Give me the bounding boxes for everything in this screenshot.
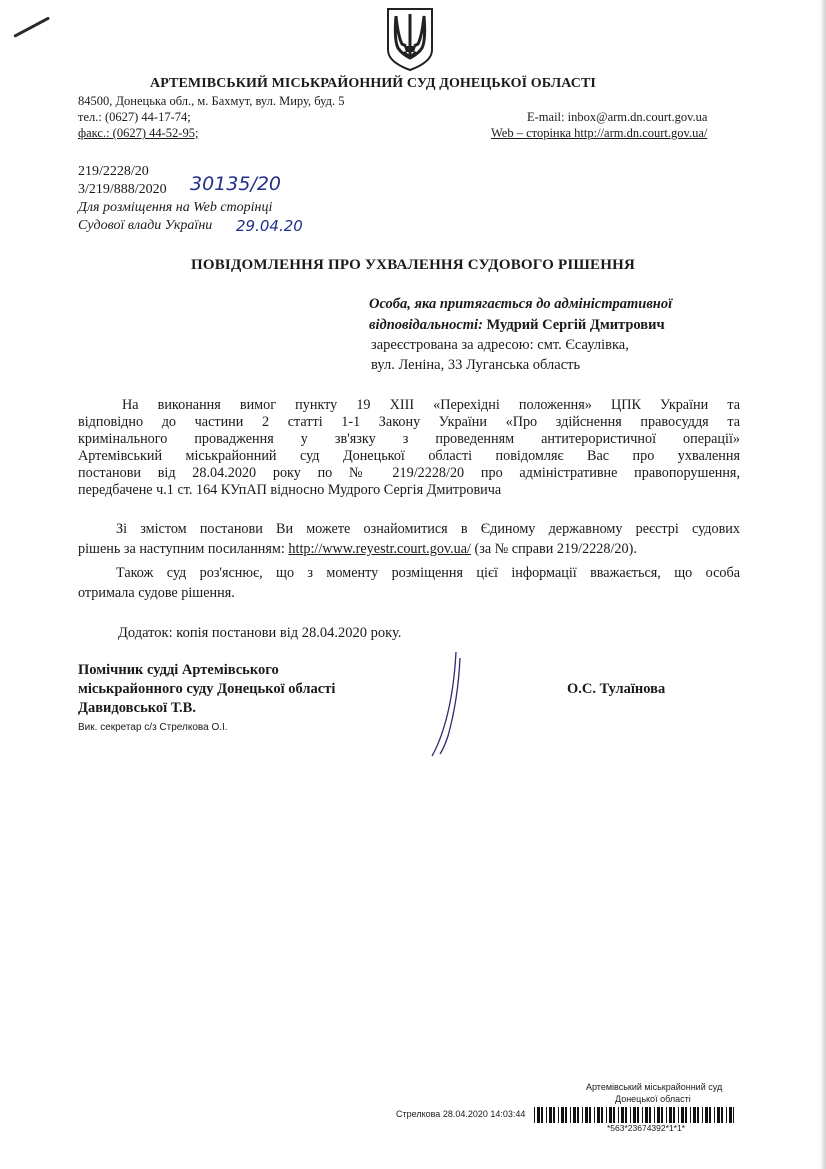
paragraph-3-line-2: отримала судове рішення.	[78, 585, 235, 601]
barcode	[534, 1107, 734, 1123]
signatory-position-1: Помічник судді Артемівського	[78, 662, 279, 678]
paragraph-1-line-2: відповідно до частини 2 статті 1-1 Закону України «Про здійснення правосуддя та	[78, 414, 740, 430]
executor-note: Вик. секретар с/з Стрелкова О.І.	[78, 722, 228, 733]
paragraph-2-line-2	[78, 539, 740, 559]
web-placement-note-1: Для розміщення на Web сторінці	[78, 200, 273, 215]
web-placement-note-2: Судової влади України	[78, 218, 213, 233]
document-title: ПОВІДОМЛЕННЯ ПРО УХВАЛЕННЯ СУДОВОГО РІШЕННЯ	[190, 257, 636, 273]
court-address: 84500, Донецька обл., м. Бахмут, вул. Миру, буд. 5	[78, 94, 345, 108]
recipient-address-2: вул. Леніна, 33 Луганська область	[371, 357, 581, 373]
court-name: АРТЕМІВСЬКИЙ МІСЬКРАЙОННИЙ СУД ДОНЕЦЬКОЇ ОБЛАСТІ	[150, 76, 596, 91]
paragraph-1-line-1: На виконання вимог пункту 19 XIII «Перехідні положення» ЦПК України та	[122, 397, 740, 413]
registry-link[interactable]: http://www.reyestr.court.gov.ua/	[288, 541, 471, 557]
scan-mark	[13, 16, 50, 37]
paragraph-2	[78, 519, 740, 559]
paragraph-1-line-3: кримінального провадження у зв'язку з проведенням антитерористичної операції»	[78, 431, 740, 447]
handwritten-date: 29.04.20	[236, 217, 303, 235]
signer-name: О.С. Тулаїнова	[567, 681, 666, 697]
stamp-org-1: Артемівський міськрайонний суд	[586, 1082, 723, 1092]
recipient-address-1: зареєстрована за адресою: смт. Єсаулівка,	[371, 337, 629, 353]
paragraph-1-line-4: Артемівський міськрайонний суд Донецької області повідомляє Вас про ухвалення	[78, 448, 740, 464]
handwritten-signature	[420, 650, 480, 760]
outgoing-number: 3/219/888/2020	[78, 182, 167, 197]
scan-edge	[820, 0, 826, 1169]
attachment-note	[118, 625, 618, 642]
paragraph-2-case-ref: (за № справи 219/2228/20).	[470, 541, 637, 557]
court-fax: факс.: (0627) 44-52-95;	[78, 126, 199, 140]
paragraph-1-line-6: передбачене ч.1 ст. 164 КУпАП відносно Мудрого Сергія Дмитровича	[78, 482, 502, 498]
court-website: Web – сторінка http://arm.dn.court.gov.ua/	[491, 126, 708, 140]
paragraph-1	[78, 397, 740, 499]
coat-of-arms-trident-icon	[384, 6, 436, 72]
recipient-label-line	[369, 317, 665, 334]
handwritten-reg-number: 30135/20	[190, 173, 282, 195]
stamp-user-timestamp: Стрелкова 28.04.2020 14:03:44	[396, 1109, 526, 1119]
signatory-position-2: міськрайонного суду Донецької області	[78, 681, 336, 697]
paragraph-3	[78, 563, 740, 603]
barcode-text: *563*23674392*1*1*	[607, 1123, 685, 1133]
signatory-position-3: Давидовської Т.В.	[78, 700, 196, 716]
case-number: 219/2228/20	[78, 164, 149, 179]
paragraph-2-text: рішень за наступним посиланням:	[78, 541, 289, 557]
paragraph-3-line-1: Також суд роз'яснює, що з моменту розміщення цієї інформації вважається, що особа	[116, 565, 740, 581]
recipient-name: Мудрий Сергій Дмитрович	[482, 317, 665, 333]
attachment-text: Додаток: копія постанови від 28.04.2020 року.	[118, 625, 402, 641]
stamp-org-2: Донецької області	[615, 1094, 691, 1104]
paragraph-2-line-1: Зі змістом постанови Ви можете ознайомитися в Єдиному державному реєстрі судових	[116, 521, 740, 537]
paragraph-1-line-5: постанови від 28.04.2020 року по № 219/2228/20 про адміністративне правопорушення,	[78, 465, 740, 481]
court-email: E-mail: inbox@arm.dn.court.gov.ua	[527, 110, 708, 124]
recipient-label-2: відповідальності:	[369, 317, 483, 333]
court-phone: тел.: (0627) 44-17-74;	[78, 110, 191, 124]
recipient-label-1: Особа, яка притягається до адміністративної	[369, 296, 673, 312]
